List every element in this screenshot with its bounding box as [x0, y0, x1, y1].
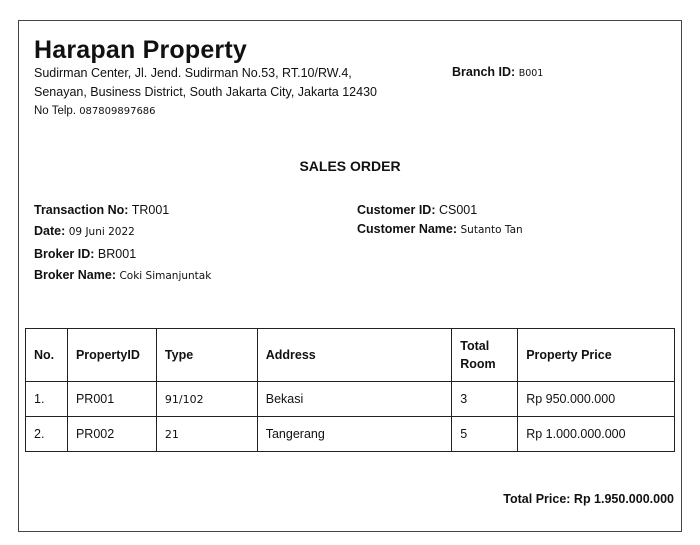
transaction-no [34, 203, 169, 217]
cell-total-room: 3 [452, 382, 518, 417]
company-address-line-1: Sudirman Center, Jl. Jend. Sudirman No.53, RT.10/RW.4, [34, 66, 352, 80]
broker-name-label: Broker Name: [34, 268, 116, 282]
cell-no: 2. [26, 417, 68, 452]
branch-id-value: B001 [518, 68, 544, 79]
transaction-date [34, 224, 135, 238]
header-no: No. [26, 329, 68, 382]
broker-id-label: Broker ID: [34, 247, 95, 261]
customer-name [357, 222, 523, 236]
date-label: Date: [34, 224, 66, 238]
cell-property-id: PR001 [67, 382, 156, 417]
order-items-table [25, 328, 675, 452]
transaction-no-label: Transaction No: [34, 203, 129, 217]
customer-name-label: Customer Name: [357, 222, 458, 236]
table-row [26, 417, 675, 452]
company-name: Harapan Property [34, 36, 247, 64]
broker-id [34, 247, 136, 261]
header-total-room [452, 329, 518, 382]
cell-price: Rp 950.000.000 [518, 382, 675, 417]
phone-label: No Telp. [34, 105, 76, 117]
company-address-line-2: Senayan, Business District, South Jakarta City, Jakarta 12430 [34, 85, 377, 99]
cell-type: 91/102 [156, 382, 257, 417]
header-total-room-line-1: Total [460, 339, 490, 353]
branch-id [452, 65, 543, 79]
broker-name-value: Coki Simanjuntak [119, 270, 212, 282]
header-type: Type [156, 329, 257, 382]
customer-id-value: CS001 [438, 203, 478, 217]
broker-name [34, 268, 211, 282]
cell-total-room: 5 [452, 417, 518, 452]
header-address: Address [257, 329, 452, 382]
phone-number: 087809897686 [79, 106, 156, 117]
customer-name-value: Sutanto Tan [460, 224, 523, 236]
cell-property-id: PR002 [67, 417, 156, 452]
cell-price: Rp 1.000.000.000 [518, 417, 675, 452]
document-title: SALES ORDER [299, 158, 401, 174]
customer-id-label: Customer ID: [357, 203, 436, 217]
table-header-row [26, 329, 675, 382]
date-value: 09 Juni 2022 [68, 226, 135, 238]
branch-id-label: Branch ID: [452, 65, 516, 79]
table-row [26, 382, 675, 417]
company-phone [34, 103, 156, 120]
cell-address: Tangerang [257, 417, 452, 452]
cell-type: 21 [156, 417, 257, 452]
total-price: Total Price: Rp 1.950.000.000 [503, 492, 674, 506]
header-property-id: PropertyID [67, 329, 156, 382]
header-property-price: Property Price [518, 329, 675, 382]
header-total-room-line-2: Room [460, 357, 496, 371]
transaction-no-value: TR001 [131, 203, 170, 217]
customer-id [357, 203, 477, 217]
cell-address: Bekasi [257, 382, 452, 417]
cell-no: 1. [26, 382, 68, 417]
broker-id-value: BR001 [97, 247, 137, 261]
